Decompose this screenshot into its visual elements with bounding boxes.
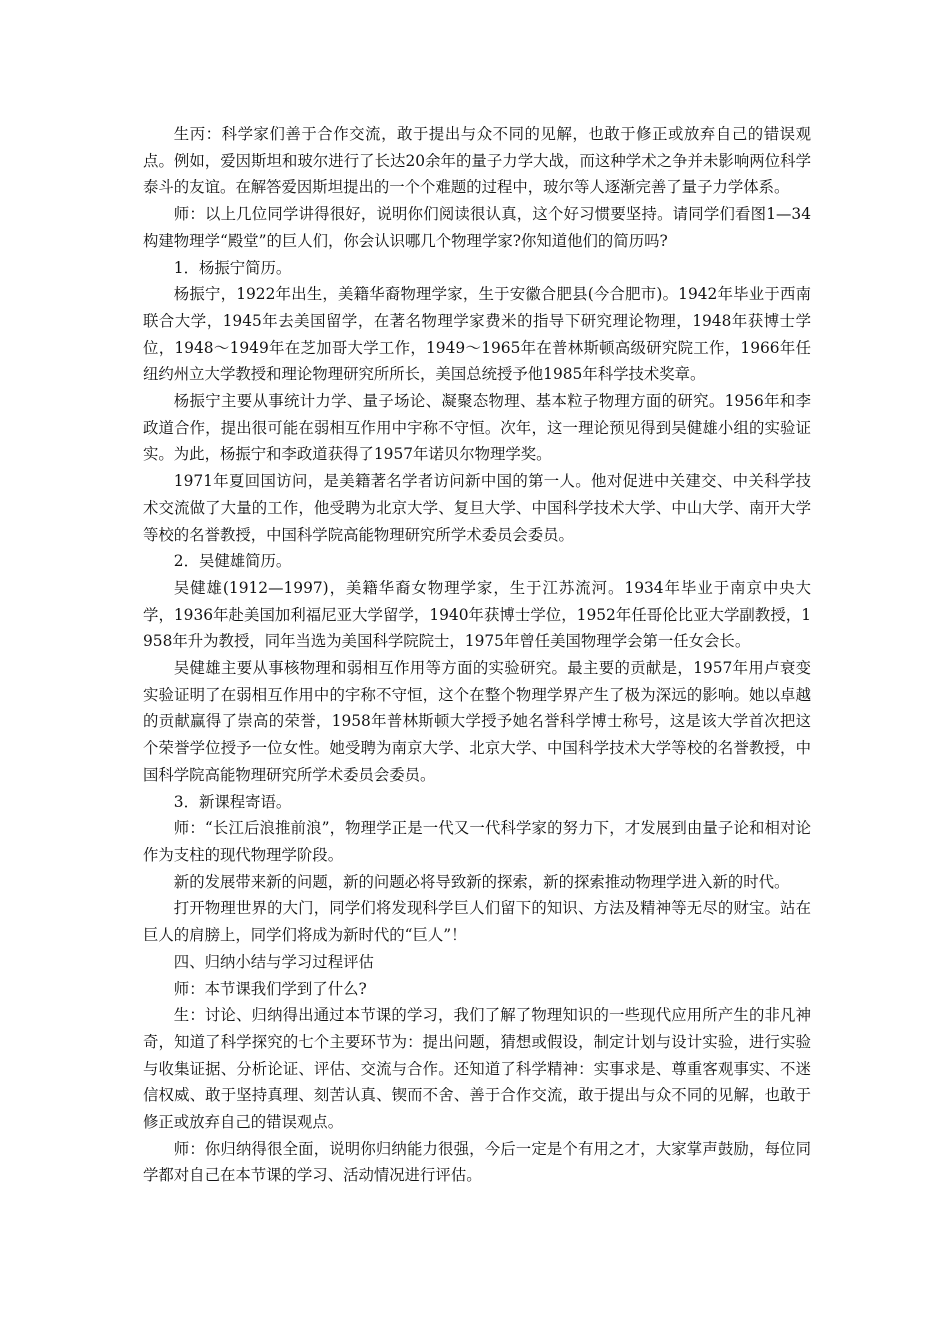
- heading-wu-biography: 2．吴健雄简历。: [173, 552, 292, 571]
- paragraph-yang-research: 杨振宁主要从事统计力学、量子场论、凝聚态物理、基本粒子物理方面的研究。1956年和李政道合作，提出很可能在弱相互作用中宇称不守恒。次年，这一理论预见得到吴健雄小组的实验证实。为此，杨振宁和李政道获得了1957年诺贝尔物理学奖。: [143, 392, 811, 464]
- paragraph-yang-bio: 杨振宁，1922年出生，美籍华裔物理学家，生于安徽合肥县(今合肥市)。1942年毕业于西南联合大学，1945年去美国留学，在著名物理学家费米的指导下研究理论物理，1948年获博士学位，1948～1949年在芝加哥大学工作，1949～1965年在普林斯顿高级研究院工作，1966年任纽约州立大学教授和理论物理研究所所长，美国总统授予他1985年科学技术奖章。: [143, 285, 811, 384]
- paragraph-yang-visit: 1971年夏回国访问，是美籍著名学者访问新中国的第一人。他对促进中关建交、中关科学技术交流做了大量的工作，他受聘为北京大学、复旦大学、中国科学技术大学、中山大学、南开大学等校的名誉教授，中国科学院高能物理研究所学术委员会委员。: [143, 472, 811, 544]
- paragraph-teacher-conclusion: 师：你归纳得很全面，说明你归纳能力很强，今后一定是个有用之才，大家掌声鼓励，每位同学都对自己在本节课的学习、活动情况进行评估。: [143, 1139, 811, 1185]
- paragraph-student-summary: 生：讨论、归纳得出通过本节课的学习，我们了解了物理知识的一些现代应用所产生的非凡神奇，知道了科学探究的七个主要环节为：提出问题，猜想或假设，制定计划与设计实验，进行实验与收集证据、分析论证、评估、交流与合作。还知道了科学精神：实事求是、尊重客观事实、不迷信权威、敢于坚持真理、刻苦认真、锲而不舍、善于合作交流，敢于提出与众不同的见解，也敢于修正或放弃自己的错误观点。: [143, 1006, 811, 1132]
- paragraph-student-bing: 生丙：科学家们善于合作交流，敢于提出与众不同的见解，也敢于修正或放弃自己的错误观点。例如，爱因斯坦和玻尔进行了长达20余年的量子力学大战，而这种学术之争并未影响两位科学泰斗的友谊。在解答爱因斯坦提出的一个个难题的过程中，玻尔等人逐渐完善了量子力学体系。: [143, 125, 811, 197]
- paragraph-wu-bio: 吴健雄(1912—1997)，美籍华裔女物理学家，生于江苏流河。1934年毕业于南京中央大学，1936年赴美国加利福尼亚大学留学，1940年获博士学位，1952年任哥伦比亚大学副教授，1958年升为教授，同年当选为美国科学院院士，1975年曾任美国物理学会第一任女会长。: [143, 578, 811, 651]
- heading-new-curriculum-message: 3．新课程寄语。: [173, 792, 292, 811]
- heading-yang-biography: 1．杨振宁简历。: [173, 258, 292, 277]
- paragraph-open-door: 打开物理世界的大门，同学们将发现科学巨人们留下的知识、方法及精神等无尽的财宝。站在巨人的肩膀上，同学们将成为新时代的“巨人”！: [143, 899, 811, 945]
- paragraph-teacher-quote: 师：“长江后浪推前浪”，物理学正是一代又一代科学家的努力下，才发展到由量子论和相对论作为支柱的现代物理学阶段。: [143, 819, 811, 864]
- paragraph-teacher-what-learned: 师：本节课我们学到了什么?: [173, 979, 367, 998]
- paragraph-teacher-question: 师：以上几位同学讲得很好，说明你们阅读很认真，这个好习惯要坚持。请同学们看图1—34构建物理学“殿堂”的巨人们，你会认识哪几个物理学家?你知道他们的简历吗?: [143, 205, 811, 250]
- document-page: [143, 121, 811, 1189]
- paragraph-new-development: 新的发展带来新的问题，新的问题必将导致新的探索，新的探索推动物理学进入新的时代。: [173, 872, 790, 891]
- paragraph-wu-research: 吴健雄主要从事核物理和弱相互作用等方面的实验研究。最主要的贡献是，1957年用卢衰变实验证明了在弱相互作用中的宇称不守恒，这个在整个物理学界产生了极为深远的影响。她以卓越的贡献赢得了崇高的荣誉，1958年普林斯顿大学授予她名誉科学博士称号，这是该大学首次把这个荣誉学位授予一位女性。她受聘为南京大学、北京大学、中国科学技术大学等校的名誉教授，中国科学院高能物理研究所学术委员会委员。: [143, 659, 811, 784]
- heading-summary-evaluation: 四、归纳小结与学习过程评估: [173, 952, 374, 971]
